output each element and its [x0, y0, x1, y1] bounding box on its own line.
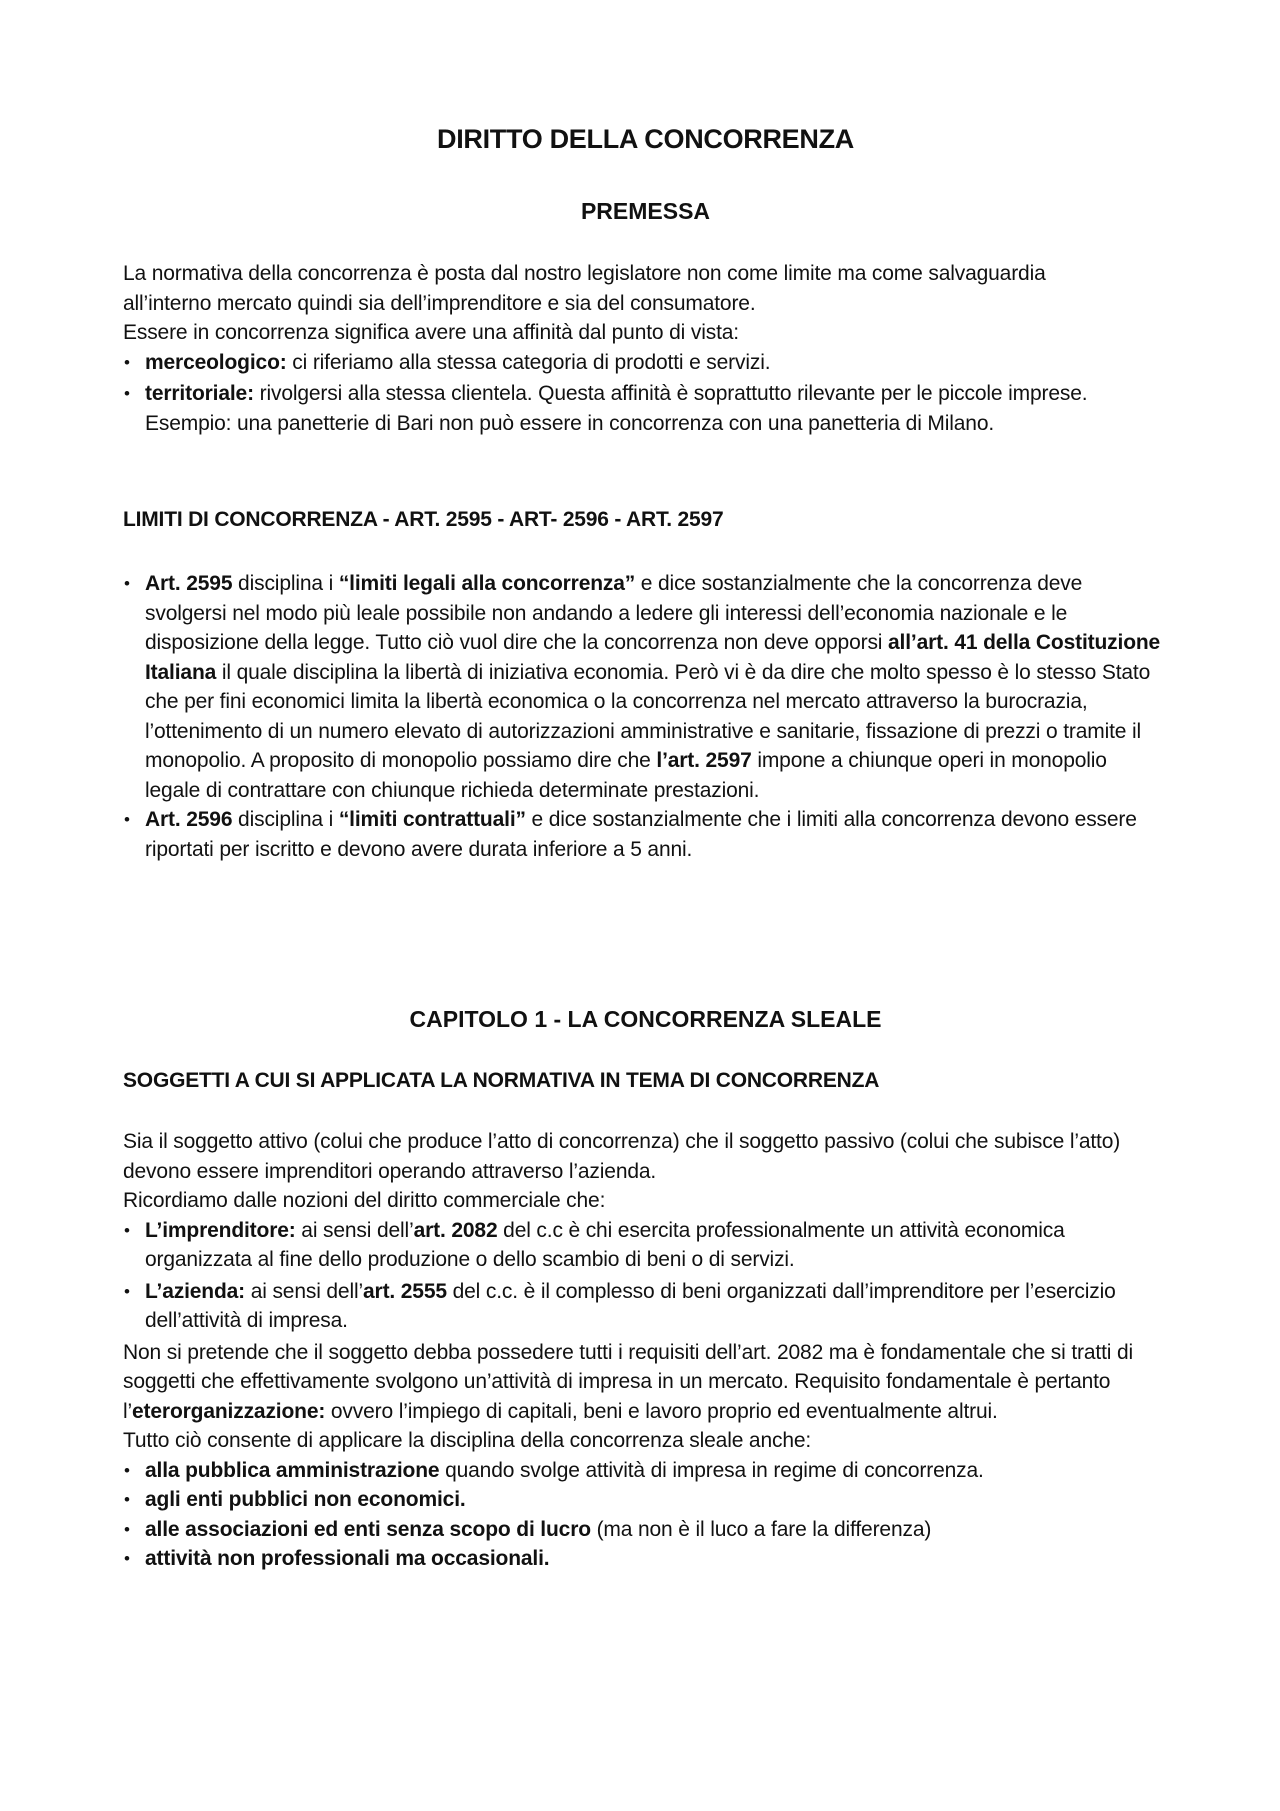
list-item: [123, 1485, 1153, 1515]
paragraph: [123, 318, 1133, 348]
list-item: [123, 1456, 1153, 1486]
bold-text: L’azienda:: [145, 1279, 246, 1303]
bold-text: L’imprenditore:: [145, 1218, 296, 1242]
text-run: del c.c. è il complesso di beni organizzati dall’imprenditore per l’esercizio dell’attività di impresa.: [145, 1279, 1116, 1332]
premessa-heading: PREMESSA: [580, 198, 711, 224]
list-item: [123, 348, 1133, 378]
text-run: disciplina i: [232, 572, 339, 595]
text-run: Non si pretende che il soggetto debba possedere tutti i requisiti dell’art. 2082 ma è fondamentale che si tratti di soggetti che effettivamente svolgono un’attività di impresa in un mercato. Requisito fondamentale è pertanto l’: [123, 1340, 1134, 1423]
premessa-section: [123, 259, 1133, 440]
bold-text: art. 2555: [363, 1279, 447, 1303]
bold-text: attività non professionali ma occasionali.: [145, 1547, 550, 1570]
bold-text: territoriale:: [145, 382, 254, 405]
limiti-heading: LIMITI DI CONCORRENZA - ART. 2595 - ART- 2596 - ART. 2597: [123, 508, 724, 531]
text-run: ci riferiamo alla stessa categoria di prodotti e servizi.: [286, 350, 771, 374]
bold-text: agli enti pubblici non economici.: [145, 1488, 466, 1511]
text-run: e dice sostanzialmente che la concorrenza deve svolgersi nel modo più leale possibile non andando a ledere gli interessi dell’economia nazionale e le disposizione della legge. Tutto ciò vuol dire che la concorrenza non deve opporsi: [145, 572, 1083, 654]
capitolo1-middle: [123, 1338, 1153, 1456]
text-run: Essere in concorrenza significa avere una affinità dal punto di vista:: [123, 321, 739, 344]
list-item: [123, 805, 1163, 864]
bold-text: eterorganizzazione:: [132, 1399, 326, 1423]
text-run: del c.c è chi esercita professionalmente un attività economica organizzata al fine dello produzione o dello scambio di beni o di servizi.: [145, 1218, 1065, 1271]
text-run: ai sensi dell’: [245, 1279, 364, 1303]
text-run: Sia il soggetto attivo (colui che produce l’atto di concorrenza) che il soggetto passivo (colui che subisce l’atto) devono essere imprenditori operando attraverso l’azienda.: [123, 1130, 1121, 1183]
capitolo1-section: [123, 1127, 1153, 1574]
list-item: [123, 569, 1163, 805]
limiti-section: [123, 569, 1163, 864]
list-item: [123, 1277, 1153, 1336]
bold-text: “limiti contrattuali”: [338, 808, 526, 831]
bold-text: alla pubblica amministrazione: [145, 1458, 440, 1482]
bold-text: Art. 2595: [145, 572, 233, 595]
text-run: La normativa della concorrenza è posta dal nostro legislatore non come limite ma come salvaguardia all’interno mercato quindi sia dell’imprenditore e sia del consumatore.: [123, 262, 1046, 315]
list-item: [123, 1216, 1153, 1275]
paragraph: [123, 1426, 1153, 1456]
list-item: [123, 1515, 1153, 1545]
premessa-intro: [123, 259, 1133, 348]
document-title: DIRITTO DELLA CONCORRENZA: [437, 124, 854, 154]
list-item: [123, 379, 1133, 438]
bold-text: art. 2082: [413, 1218, 498, 1242]
capitolo1-intro: [123, 1127, 1153, 1216]
bold-text: “limiti legali alla concorrenza”: [338, 572, 636, 595]
text-run: ai sensi dell’: [295, 1218, 414, 1242]
limiti-bullets: [123, 569, 1163, 864]
text-run: (ma non è il luco a fare la differenza): [590, 1517, 932, 1541]
text-run: Ricordiamo dalle nozioni del diritto commerciale che:: [123, 1189, 606, 1212]
text-run: il quale disciplina la libertà di iniziativa economia. Però vi è da dire che molto spesso è lo stesso Stato che per fini economici limita la libertà economica o la concorrenza nel mercato attraverso la burocrazia, l’ottenimento di un numero elevato di autorizzazioni amministrative e sanitarie, fissazione di prezzi o tramite il monopolio. A proposito di monopolio possiamo dire che: [145, 660, 1151, 772]
paragraph: [123, 1338, 1153, 1427]
text-run: impone a chiunque operi in monopolio legale di contrattare con chiunque richieda determinate prestazioni.: [145, 749, 1107, 802]
text-run: Tutto ciò consente di applicare la disciplina della concorrenza sleale anche:: [123, 1429, 812, 1452]
text-run: rivolgersi alla stessa clientela. Questa affinità è soprattutto rilevante per le piccole imprese. Esempio: una panetterie di Bari non può essere in concorrenza con una panetteria di Milano.: [145, 382, 1088, 435]
paragraph: [123, 1127, 1153, 1186]
applications-list: [123, 1456, 1153, 1574]
paragraph: [123, 1186, 1153, 1216]
bold-text: Art. 2596: [145, 808, 233, 831]
paragraph: [123, 259, 1133, 318]
bold-text: all’art. 41 della Costituzione Italiana: [145, 631, 1161, 684]
bold-text: alle associazioni ed enti senza scopo di lucro: [145, 1517, 591, 1541]
text-run: e dice sostanzialmente che i limiti alla concorrenza devono essere riportati per iscritto e devono avere durata inferiore a 5 anni.: [145, 808, 1137, 861]
premessa-bullets: [123, 348, 1133, 439]
capitolo1-heading: CAPITOLO 1 - LA CONCORRENZA SLEALE: [409, 1006, 882, 1032]
text-run: disciplina i: [232, 808, 339, 831]
soggetti-heading: SOGGETTI A CUI SI APPLICATA LA NORMATIVA IN TEMA DI CONCORRENZA: [123, 1069, 880, 1092]
list-item: [123, 1544, 1153, 1574]
text-run: ovvero l’impiego di capitali, beni e lavoro proprio ed eventualmente altrui.: [325, 1399, 998, 1423]
text-run: quando svolge attività di impresa in regime di concorrenza.: [439, 1458, 984, 1482]
bold-text: merceologico:: [145, 350, 287, 374]
bold-text: l’art. 2597: [656, 749, 752, 772]
definitions-list: [123, 1216, 1153, 1336]
